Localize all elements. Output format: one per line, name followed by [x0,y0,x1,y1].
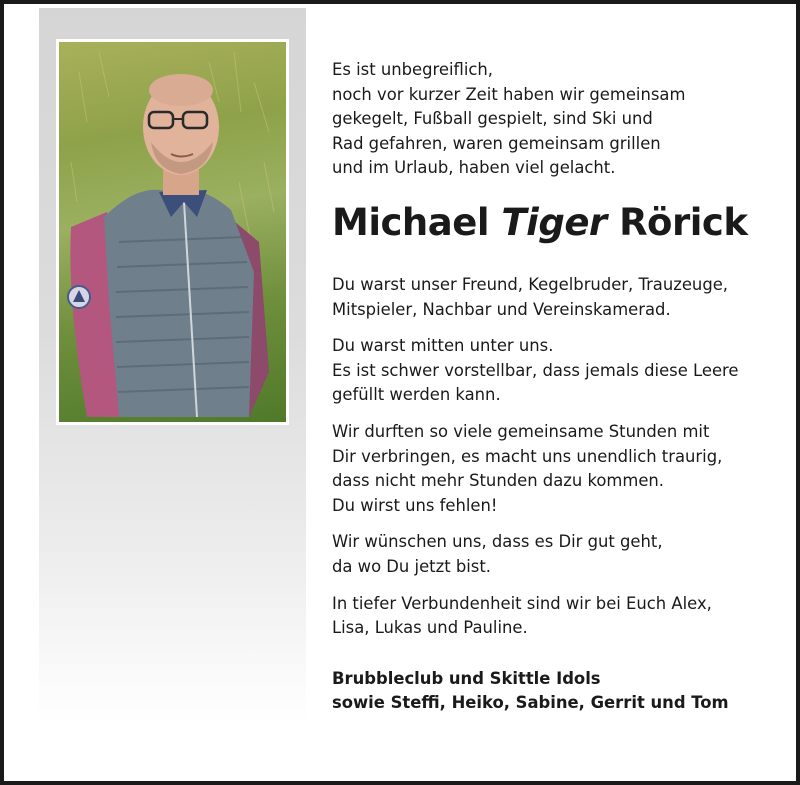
paragraph-line: Dir verbringen, es macht uns unendlich traurig, [332,446,723,466]
nickname: Tiger [501,200,607,244]
intro-line: gekegelt, Fußball gespielt, sind Ski und [332,109,653,129]
paragraph [332,420,782,518]
paragraph [332,592,782,641]
paragraph-line: In tiefer Verbundenheit sind wir bei Euch Alex, [332,593,712,613]
portrait-photo-frame [56,39,289,425]
paragraph-line: Du wirst uns fehlen! [332,495,498,515]
intro-line: Rad gefahren, waren gemeinsam grillen [332,133,661,153]
paragraph-line: gefüllt werden kann. [332,385,501,405]
paragraph [332,273,782,322]
paragraph-line: Lisa, Lukas und Pauline. [332,618,528,638]
intro-line: noch vor kurzer Zeit haben wir gemeinsam [332,84,686,104]
portrait-photo [59,42,286,422]
paragraph-line: Es ist schwer vorstellbar, dass jemals diese Leere [332,360,739,380]
paragraph [332,530,782,579]
obituary-text [332,58,782,716]
paragraph [332,334,782,408]
intro-line: Es ist unbegreiflich, [332,60,494,79]
portrait-photo-icon [59,42,286,422]
paragraph-line: Wir durften so viele gemeinsame Stunden mit [332,421,710,441]
intro-text [332,58,782,181]
paragraph-line: dass nicht mehr Stunden dazu kommen. [332,471,664,491]
last-name: Rörick [619,200,748,244]
paragraph-line: Du warst mitten unter uns. [332,336,554,356]
paragraph-line: Du warst unser Freund, Kegelbruder, Trauzeuge, [332,274,729,294]
first-name: Michael [332,200,490,244]
paragraph-line: Wir wünschen uns, dass es Dir gut geht, [332,532,663,552]
intro-line: und im Urlaub, haben viel gelacht. [332,158,616,178]
signature-line: Brubbleclub und Skittle Idols [332,668,601,688]
paragraph-line: da wo Du jetzt bist. [332,556,491,576]
paragraph-line: Mitspieler, Nachbar und Vereinskamerad. [332,299,671,319]
signature [332,667,782,716]
deceased-name [332,201,782,245]
signature-line: sowie Steffi, Heiko, Sabine, Gerrit und Tom [332,693,729,713]
